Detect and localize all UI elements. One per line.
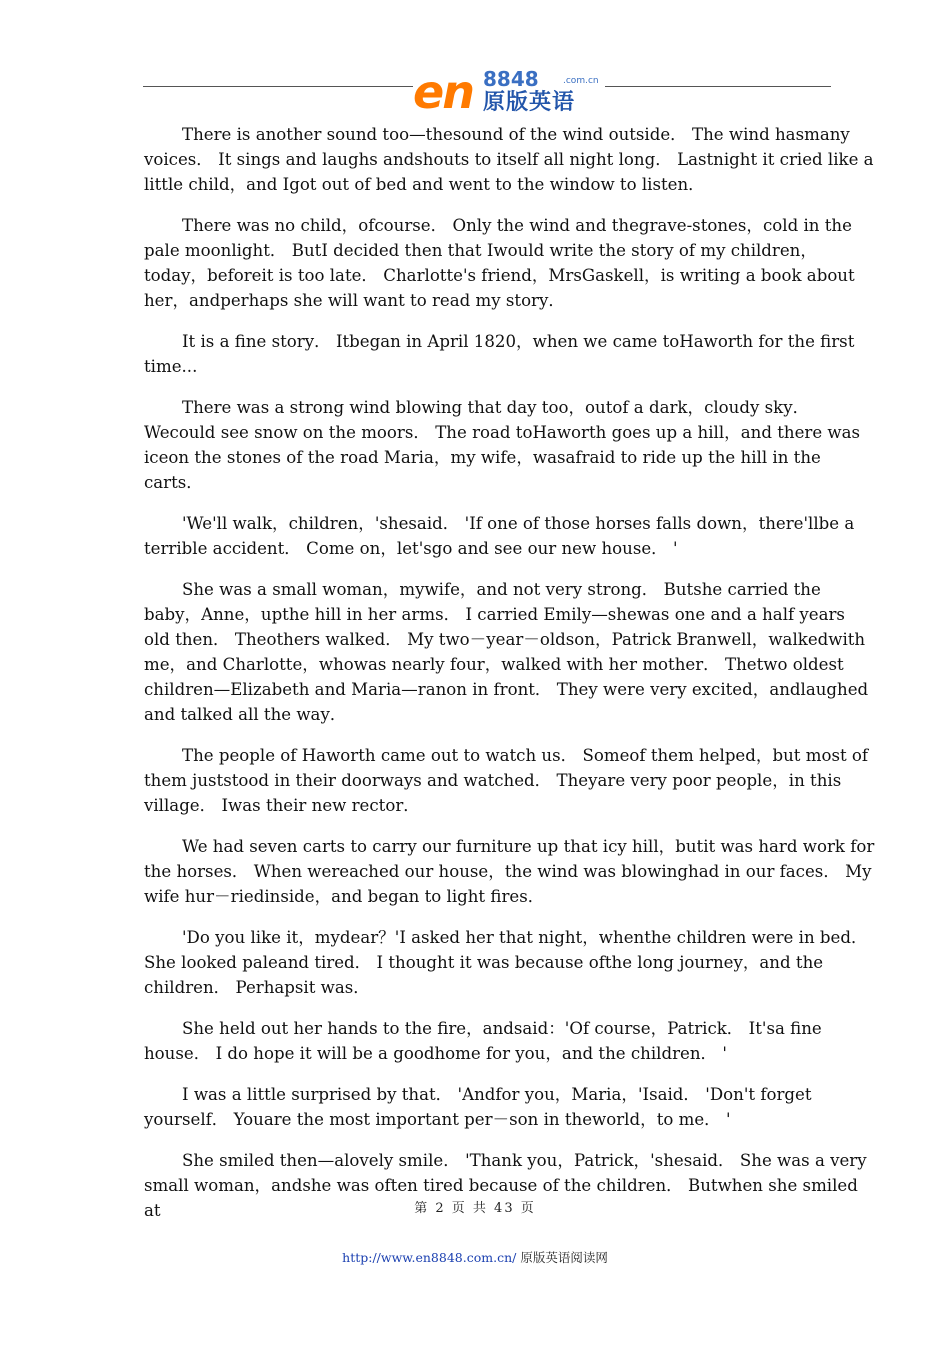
site-logo	[413, 66, 605, 118]
header-rule-right	[605, 86, 831, 87]
paragraph: There was a strong wind blowing that day too，outof a dark，cloudy sky． Wecould see snow on the moors． The road toHaworth goes up a hill，and there was iceon the stones of the road Maria，my wife，wasafraid to ride up the hill in the carts．	[144, 398, 861, 492]
footer-site-line	[0, 1248, 950, 1266]
logo-en-text: en	[413, 65, 473, 119]
paragraph: 'Do you like it，mydear？'I asked her that night，whenthe children were in bed． She looked paleand tired． I thought it was because ofthe long journey，and the children． Perhapsit was．	[144, 928, 868, 997]
logo-number-text: 8848	[483, 67, 539, 91]
footer-site-name: 原版英语阅读网	[520, 1250, 608, 1265]
header-rule-left	[143, 86, 413, 87]
document-body	[144, 122, 876, 1239]
logo-chinese-text: 原版英语	[483, 90, 576, 115]
page-number: 第 2 页 共 43 页	[414, 1201, 536, 1216]
paragraph: She held out her hands to the fire，andsaid：'Of course，Patrick． It'sa fine house． I do hope it will be a goodhome for you，and the children． '	[144, 1019, 822, 1063]
paragraph: I was a little surprised by that． 'Andfor you，Maria，'Isaid． 'Don't forget yourself． Youare the most important per－son in theworld，to me． '	[144, 1085, 812, 1129]
paragraph: She was a small woman，mywife，and not very strong． Butshe carried the baby，Anne，upthe hill in her arms． I carried Emily—shewas one and a half years old then． Theothers walked． My two－year－oldson，Patrick Branwell，walkedwith me，and Charlotte，whowas nearly four，walked with her mother． Thetwo oldest children—Elizabeth and Maria—ranon in front． They were very excited，andlaughed and talked all the way．	[144, 580, 869, 724]
paragraph: It is a fine story． Itbegan in April 1820，when we came toHaworth for the first time...	[144, 332, 855, 376]
paragraph: The people of Haworth came out to watch us． Someof them helped，but most of them juststood in their doorways and watched． Theyare very poor people，in this village． Iwas their new rector．	[144, 746, 869, 815]
paragraph: There was no child，ofcourse． Only the wind and thegrave-stones，cold in the pale moonlight． ButI decided then that Iwould write the story of my children，today，beforeit is too late． Charlotte's friend，MrsGaskell，is writing a book about her，andperhaps she will want to read my story．	[144, 216, 855, 310]
paragraph: There is another sound too—thesound of the wind outside． The wind hasmany voices． It sings and laughs andshouts to itself all night long． Lastnight it cried like a little child，and Igot out of bed and went to the window to listen．	[144, 125, 874, 194]
logo-domain-text: .com.cn	[563, 76, 599, 86]
page-header	[0, 60, 950, 120]
paragraph: We had seven carts to carry our furniture up that icy hill，butit was hard work for the horses． When wereached our house，the wind was blowinghad in our faces． My wife hur－riedinside，and began to light fires．	[144, 837, 875, 906]
footer-url-link[interactable]: http://www.en8848.com.cn/	[342, 1250, 517, 1265]
paragraph: She smiled then—alovely smile． 'Thank you，Patrick，'shesaid． She was a very small woman，andshe was often tired because of the children． Butwhen she smiled at	[144, 1151, 867, 1220]
paragraph: 'We'll walk，children，'shesaid． 'If one of those horses falls down，there'llbe a terrible accident． Come on，let'sgo and see our new house． '	[144, 514, 855, 558]
